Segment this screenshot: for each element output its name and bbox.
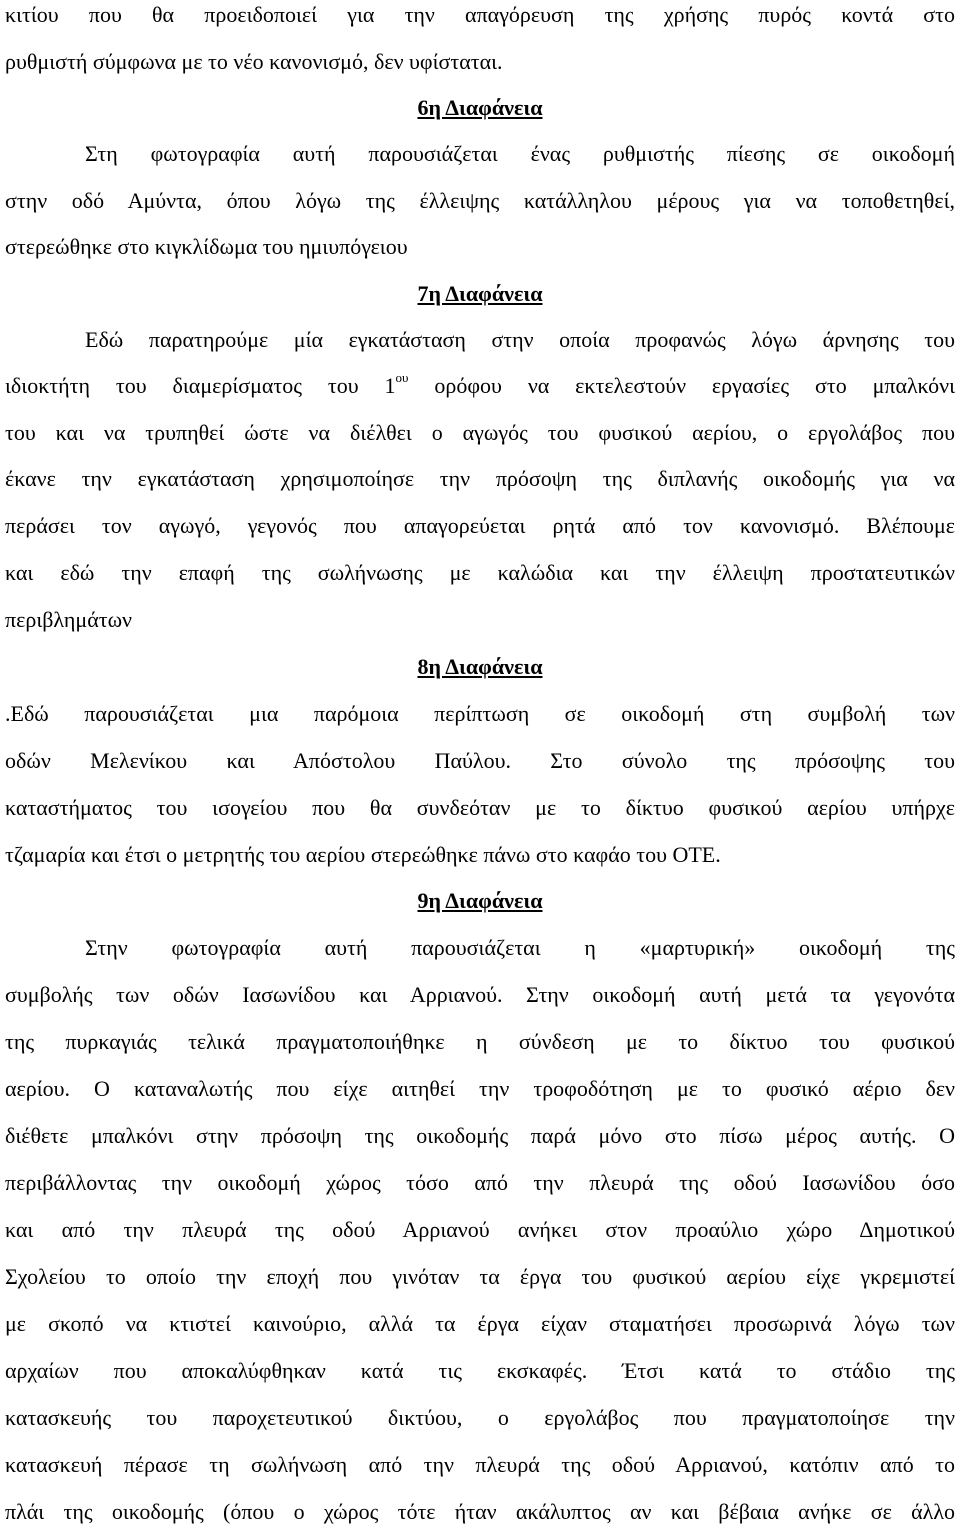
paragraph-line: κατασκευή πέρασε τη σωλήνωση από την πλευρά της οδού Αρριανού, κατόπιν από το xyxy=(5,1452,955,1477)
paragraph-line: πλάι της οικοδομής (όπου ο χώρος τότε ήταν ακάλυπτος αν και βέβαια ανήκε σε άλλο xyxy=(5,1499,955,1524)
paragraph-line: κατασκευής του παροχετευτικού δικτύου, ο εργολάβος που πραγματοποίησε την xyxy=(5,1405,955,1430)
paragraph-line: .Εδώ παρουσιάζεται μια παρόμοια περίπτωση σε οικοδομή στη συμβολή των xyxy=(5,701,955,726)
superscript-ordinal: ου xyxy=(395,370,409,385)
paragraph-line: Σχολείου το οποίο την εποχή που γινόταν τα έργα του φυσικού αερίου είχε γκρεμιστεί xyxy=(5,1264,955,1289)
paragraph-line: Στη φωτογραφία αυτή παρουσιάζεται ένας ρυθμιστής πίεσης σε οικοδομή xyxy=(85,141,955,166)
paragraph-line: του και να τρυπηθεί ώστε να διέλθει ο αγωγός του φυσικού αερίου, ο εργολάβος που xyxy=(5,420,955,445)
paragraph-line: κιτίου που θα προειδοποιεί για την απαγόρευση της χρήσης πυρός κοντά στο xyxy=(5,2,955,27)
slide6-heading: 6η Διαφάνεια xyxy=(417,95,543,120)
paragraph-line: περάσει τον αγωγό, γεγονός που απαγορεύεται ρητά από τον κανονισμό. Βλέπουμε xyxy=(5,513,955,538)
paragraph-line: ρυθμιστή σύμφωνα με το νέο κανονισμό, δεν υφίσταται. xyxy=(5,49,503,74)
paragraph-line: Στην φωτογραφία αυτή παρουσιάζεται η «μαρτυρική» οικοδομή της xyxy=(85,935,955,960)
slide8-heading: 8η Διαφάνεια xyxy=(417,654,543,679)
paragraph-line: διέθετε μπαλκόνι στην πρόσοψη της οικοδομής παρά μόνο στο πίσω μέρος αυτής. Ο xyxy=(5,1123,955,1148)
paragraph-line: με σκοπό να κτιστεί καινούριο, αλλά τα έργα είχαν σταματήσει προσωρινά λόγω των xyxy=(5,1311,955,1336)
paragraph-line: αρχαίων που αποκαλύφθηκαν κατά τις εκσκαφές. Έτσι κατά το στάδιο της xyxy=(5,1358,955,1383)
paragraph-line: οδών Μελενίκου και Απόστολου Παύλου. Στο σύνολο της πρόσοψης του xyxy=(5,748,955,773)
paragraph-line: στην οδό Αμύντα, όπου λόγω της έλλειψης κατάλληλου μέρους για να τοποθετηθεί, xyxy=(5,188,955,213)
paragraph-line: καταστήματος του ισογείου που θα συνδεόταν με το δίκτυο φυσικού αερίου υπήρχε xyxy=(5,795,955,820)
paragraph-line: περιβλημάτων xyxy=(5,607,133,632)
paragraph-line: Εδώ παρατηρούμε μία εγκατάσταση στην οποία προφανώς λόγω άρνησης του xyxy=(85,327,955,352)
paragraph-line-with-superscript xyxy=(5,372,955,400)
paragraph-line: τζαμαρία και έτσι ο μετρητής του αερίου στερεώθηκε πάνω στο καφάο του ΟΤΕ. xyxy=(5,842,721,867)
text-fragment: ιδιοκτήτη του διαμερίσματος του 1 xyxy=(5,373,396,398)
paragraph-line: και από την πλευρά της οδού Αρριανού ανήκει στον προαύλιο χώρο Δημοτικού xyxy=(5,1217,955,1242)
paragraph-line: συμβολής των οδών Ιασωνίδου και Αρριανού. Στην οικοδομή αυτή μετά τα γεγονότα xyxy=(5,982,955,1007)
slide9-heading: 9η Διαφάνεια xyxy=(417,888,543,913)
paragraph-line: στερεώθηκε στο κιγκλίδωμα του ημιυπόγειου xyxy=(5,234,408,259)
paragraph-line: έκανε την εγκατάσταση χρησιμοποίησε την πρόσοψη της διπλανής οικοδομής για να xyxy=(5,466,955,491)
paragraph-line: περιβάλλοντας την οικοδομή χώρος τόσο από την πλευρά της οδού Ιασωνίδου όσο xyxy=(5,1170,955,1195)
slide7-heading: 7η Διαφάνεια xyxy=(417,281,543,306)
paragraph-line: αερίου. Ο καταναλωτής που είχε αιτηθεί την τροφοδότηση με το φυσικό αέριο δεν xyxy=(5,1076,955,1101)
paragraph-line: της πυρκαγιάς τελικά πραγματοποιήθηκε η σύνδεση με το δίκτυο του φυσικού xyxy=(5,1029,955,1054)
text-fragment: ορόφου να εκτελεστούν εργασίες στο μπαλκόνι xyxy=(408,373,955,398)
paragraph-line: και εδώ την επαφή της σωλήνωσης με καλώδια και την έλλειψη προστατευτικών xyxy=(5,560,955,585)
